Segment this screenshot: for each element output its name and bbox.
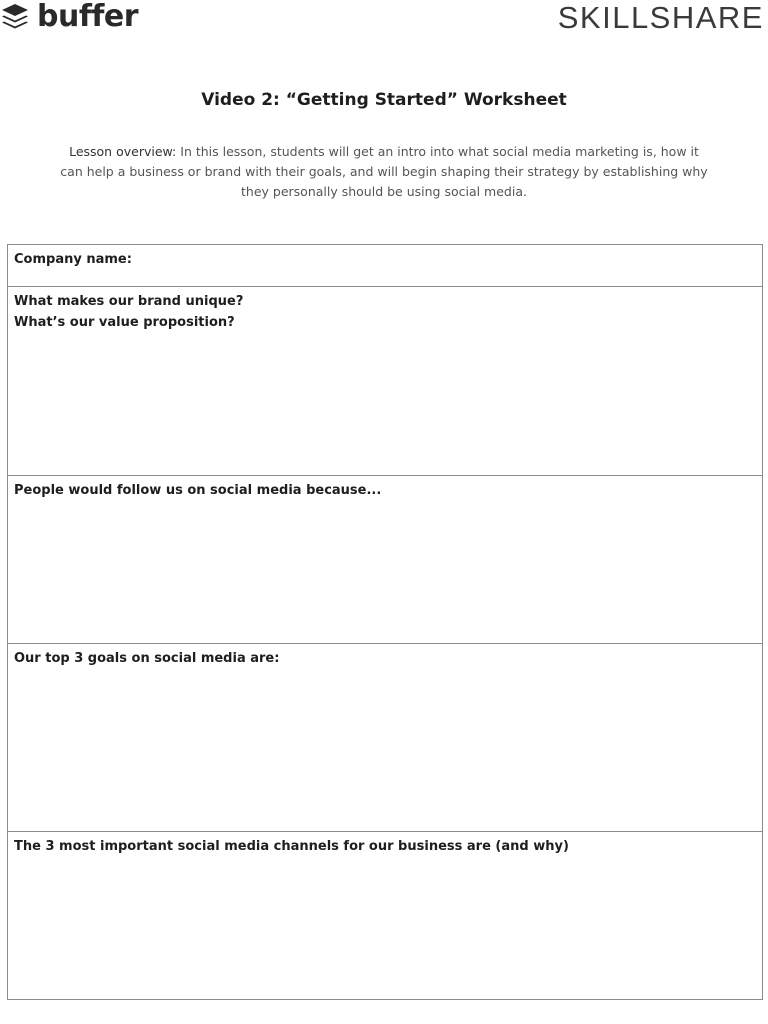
follow-reason-label: People would follow us on social media because... [14,483,382,498]
buffer-stack-icon [0,2,30,32]
lesson-overview [60,142,708,202]
overview-text: In this lesson, students will get an intro into what social media marketing is, how it can help a business or brand with their goals, and will begin shaping their strategy by establishing why they personally should be using social media. [60,144,708,199]
top-goals-field[interactable] [8,644,762,832]
worksheet-form [7,244,763,1000]
brand-unique-label: What makes our brand unique? [14,294,244,309]
channels-label: The 3 most important social media channels for our business are (and why) [14,839,569,854]
page-header [0,0,768,40]
skillshare-logo: SKILLSHARE [557,0,764,35]
top-goals-label: Our top 3 goals on social media are: [14,651,280,666]
follow-reason-field[interactable] [8,476,762,644]
value-proposition-label: What’s our value proposition? [14,315,235,330]
buffer-wordmark: buffer [37,0,139,34]
worksheet-title: Video 2: “Getting Started” Worksheet [201,90,567,110]
buffer-logo [0,0,138,34]
brand-unique-field[interactable] [8,287,762,476]
company-name-label: Company name: [14,252,132,267]
channels-field[interactable] [8,832,762,999]
company-name-field[interactable] [8,245,762,287]
overview-lead: Lesson overview: [69,144,177,159]
